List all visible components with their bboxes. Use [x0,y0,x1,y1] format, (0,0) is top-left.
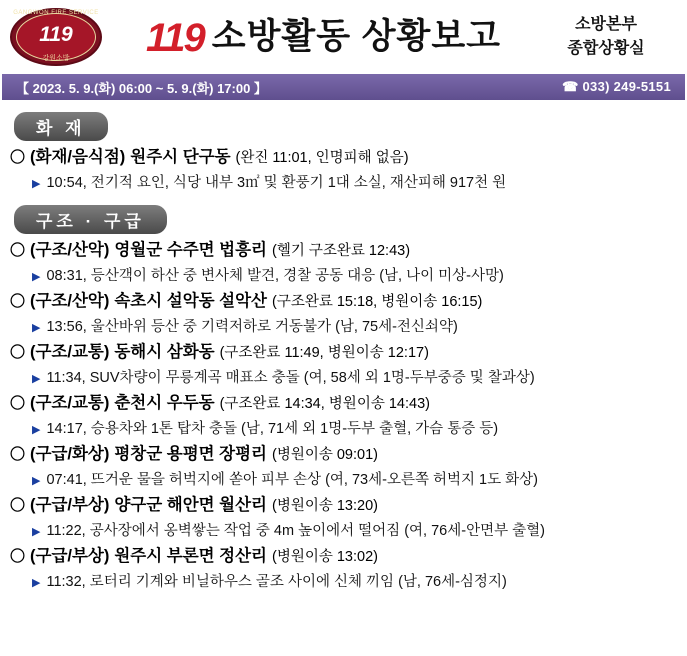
circle-bullet-icon: 〇 [10,395,26,412]
circle-bullet-icon: 〇 [10,293,26,310]
circle-bullet-icon: 〇 [10,149,26,166]
circle-bullet-icon: 〇 [10,242,26,259]
entry-detail [32,570,687,595]
entry-header [10,442,687,468]
entry-category: (구조/교통) [30,394,110,412]
contact-phone [562,79,671,95]
entry-header [10,544,687,570]
report-period: 【 2023. 5. 9.(화) 06:00 ~ 5. 9.(화) 17:00 】 [16,80,267,96]
entry-detail-text: 08:31, 등산객이 하산 중 변사체 발견, 경찰 공동 대응 (남, 나이 미상-사망) [46,268,504,284]
entry-status: (병원이송 13:02) [271,549,378,565]
entry-detail [32,366,687,391]
triangle-bullet-icon: ▶ [32,373,41,385]
entry-category: (구급/화상) [30,445,110,463]
section-fire [0,103,687,196]
list-item [10,442,687,493]
list-item [10,289,687,340]
organization-line-2: 종합상황실 [567,40,645,57]
organization-line-1: 소방본부 [575,16,637,33]
entry-detail [32,264,687,289]
circle-bullet-icon: 〇 [10,497,26,514]
triangle-bullet-icon: ▶ [32,322,41,334]
entry-status: (병원이송 13:20) [271,498,378,514]
triangle-bullet-icon: ▶ [32,526,41,538]
entry-detail-text: 07:41, 뜨거운 물을 허벅지에 쏟아 피부 손상 (여, 73세-오른쪽 허벅지 1도 화상) [46,472,538,488]
entry-detail [32,171,687,196]
triangle-bullet-icon: ▶ [32,178,41,190]
entry-status: (병원이송 09:01) [271,447,378,463]
entry-detail-text: 11:32, 로터리 기계와 비닐하우스 골조 사이에 신체 끼임 (남, 76세-심정지) [46,574,507,590]
entry-detail [32,519,687,544]
entry-header [10,340,687,366]
triangle-bullet-icon: ▶ [32,577,41,589]
list-item [10,544,687,595]
entry-place: 원주시 부론면 정산리 [114,547,267,565]
circle-bullet-icon: 〇 [10,446,26,463]
organization-block [531,13,681,61]
entry-detail-text: 14:17, 승용차와 1톤 탑차 충돌 (남, 71세 외 1명-두부 출혈, 가슴 통증 등) [46,421,499,437]
entry-place: 춘천시 우두동 [114,394,215,412]
entry-place: 영월군 수주면 법흥리 [114,241,267,259]
circle-bullet-icon: 〇 [10,344,26,361]
entry-status: (완진 11:01, 인명피해 없음) [235,150,409,166]
entry-header [10,145,687,171]
entry-detail-text: 11:34, SUV차량이 무릉계곡 매표소 충돌 (여, 58세 외 1명-두부중증 및 찰과상) [46,370,535,386]
entry-header [10,238,687,264]
entry-status: (구조완료 11:49, 병원이송 12:17) [219,345,429,361]
emblem-top-text: GANGWON FIRE SERVICE [13,10,99,16]
section-heading-rescue-ems: 구조 · 구급 [14,205,167,234]
triangle-bullet-icon: ▶ [32,424,41,436]
entry-category: (화재/음식점) [30,148,126,166]
entry-detail [32,315,687,340]
emblem-number: 119 [39,23,73,46]
entry-status: (헬기 구조완료 12:43) [271,243,411,259]
entry-place: 평창군 용평면 장평리 [114,445,267,463]
entry-place: 양구군 해안면 월산리 [114,496,267,514]
entry-detail [32,417,687,442]
circle-bullet-icon: 〇 [10,548,26,565]
fire-service-emblem-icon [8,6,104,68]
triangle-bullet-icon: ▶ [32,271,41,283]
entry-category: (구급/부상) [30,496,110,514]
entry-category: (구조/산악) [30,292,110,310]
triangle-bullet-icon: ▶ [32,475,41,487]
entry-category: (구조/산악) [30,241,110,259]
entry-category: (구조/교통) [30,343,110,361]
title-block [116,16,531,60]
list-item [10,493,687,544]
list-item [10,145,687,196]
entry-detail-text: 11:22, 공사장에서 옹벽쌓는 작업 중 4m 높이에서 떨어짐 (여, 76세-안면부 출혈) [46,523,545,539]
telephone-icon: ☎ [562,79,579,94]
list-item [10,238,687,289]
list-item [10,340,687,391]
entry-status: (구조완료 15:18, 병원이송 16:15) [271,294,483,310]
emblem-bottom-text: 강원소방 [42,55,70,62]
entry-header [10,289,687,315]
entry-detail-text: 10:54, 전기적 요인, 식당 내부 3㎡ 및 환풍기 1대 소실, 재산피해 917천 원 [46,175,507,191]
entry-detail [32,468,687,493]
entry-place: 속초시 설악동 설악산 [114,292,267,310]
logo-119: 119 [146,16,204,60]
section-rescue-ems [0,196,687,595]
entry-header [10,493,687,519]
entry-detail-text: 13:56, 울산바위 등산 중 기력저하로 거동불가 (남, 75세-전신쇠약) [46,319,458,335]
page-title: 소방활동 상황보고 [211,17,501,56]
entry-place: 원주시 단구동 [130,148,231,166]
section-heading-fire: 화 재 [14,112,108,141]
report-header [0,0,687,74]
report-period-bar [2,74,685,100]
phone-number: 033) 249-5151 [582,79,671,94]
entry-place: 동해시 삼화동 [114,343,215,361]
entry-category: (구급/부상) [30,547,110,565]
list-item [10,391,687,442]
entry-status: (구조완료 14:34, 병원이송 14:43) [219,396,430,412]
entry-header [10,391,687,417]
